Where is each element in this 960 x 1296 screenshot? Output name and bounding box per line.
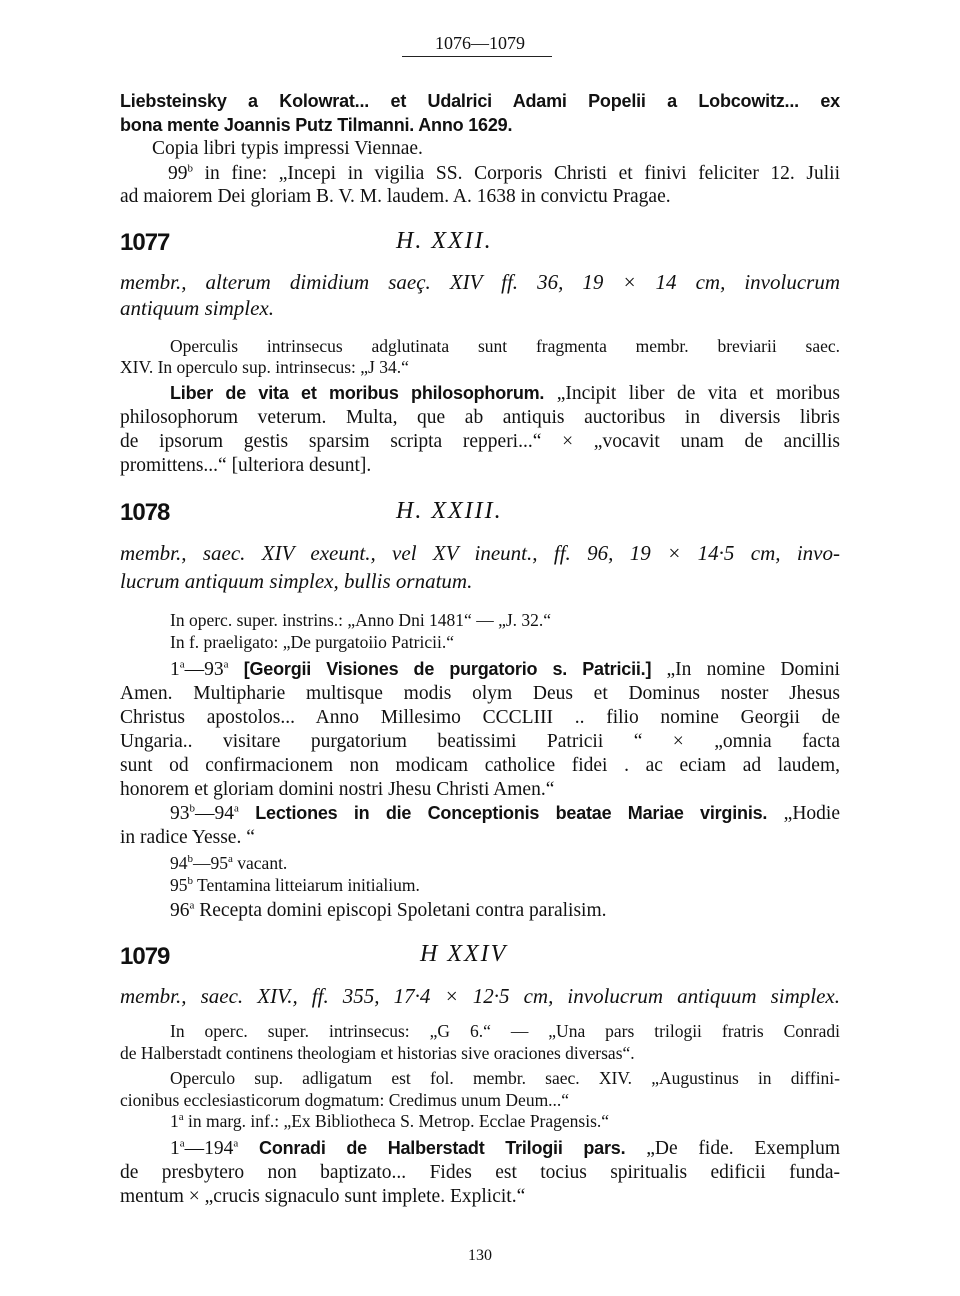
entry-1078-work-3: 94$^b$—95$^a$ vacant. [170, 853, 288, 873]
entry-1078-cover-note: In operc. super. instrins.: „Anno Dni 1481“ — „J. 32.“ [170, 610, 552, 630]
entry-1078-work-1-line-2: Amen. Multipharie multisque modis olym Deus et Dominus noster Jhesus [120, 683, 840, 704]
entry-1079-work-line-2: de presbytero non baptizato... Fides est tocius spiritualis edificii funda- [120, 1162, 840, 1183]
entry-1078-number: 1078 [120, 499, 170, 526]
entry-1079-work-title: Conradi de Halberstadt Trilogii pars. [238, 1138, 626, 1158]
entry-1077-work-line-4: promittens...“ [ulteriora desunt]. [120, 455, 372, 476]
entry-1078-work-1-title: [Georgii Visiones de purgatorio s. Patricii.] [228, 659, 652, 679]
entry-1078-shelfmark: H. XXIII. [396, 498, 503, 524]
running-head-rule [402, 56, 552, 57]
entry-1076-colophon-line-2: ad maiorem Dei gloriam B. V. M. laudem. A. 1638 in convictu Pragae. [120, 186, 671, 207]
entry-1078-work-4: 95$^b$ Tentamina litteiarum initialium. [170, 875, 420, 895]
entry-1076-title-line-2: bona mente Joannis Putz Tilmanni. Anno 1629. [120, 115, 513, 135]
entry-1077-work-line-3: de ipsorum gestis sparsim scripta repperi...“ × „vocavit unam de ancillis [120, 431, 840, 452]
entry-1078-work-1-line-1: 1$^a$—93$^a$ [Georgii Visiones de purgatorio s. Patricii.] „In nomine Domini [170, 658, 840, 680]
entry-1078-work-2-line-1: 93$^b$—94$^a$ Lectiones in die Conceptionis beatae Mariae virginis. „Hodie [170, 802, 840, 824]
catalogue-page [120, 0, 840, 1296]
entry-1077-binding-note-line-1: Operculis intrinsecus adglutinata sunt fragmenta membr. breviarii saec. [170, 336, 840, 356]
entry-1078-work-2-line-2: in radice Yesse. “ [120, 827, 255, 848]
entry-1077-work-line-2: philosophorum veterum. Multa, que ab antiquis auctoribus in diversis libris [120, 407, 840, 428]
entry-1079-description: membr., saec. XIV., ff. 355, 17·4 × 12·5 cm, involucrum antiquum simplex. [120, 984, 840, 1008]
entry-1079-leaf-note-line-2: cionibus ecclesiasticorum dogmatum: Credimus unum Deum...“ [120, 1090, 570, 1110]
entry-1078-flyleaf-note: In f. praeligato: „De purgatoiio Patricii.“ [170, 632, 454, 652]
entry-1079-work-line-3: mentum × „crucis signaculo sunt implete. Explicit.“ [120, 1186, 526, 1207]
entry-1078-work-1-line-5: sunt od confirmacionem non modicam catholice fidei . ac eciam ad laudem, [120, 755, 840, 776]
entry-1077-work-line-1: Liber de vita et moribus philosophorum. „Incipit liber de vita et moribus [170, 383, 840, 404]
entry-1079-number: 1079 [120, 943, 170, 970]
entry-1078-work-2-title: Lectiones in die Conceptionis beatae Mariae virginis. [238, 803, 768, 823]
entry-1079-provenance-note: 1$^a$ in marg. inf.: „Ex Bibliotheca S. Metrop. Ecclae Pragensis.“ [170, 1111, 610, 1131]
entry-1079-cover-note-line-2: de Halberstadt continens theologiam et historias sive oraciones diversas“. [120, 1043, 635, 1063]
entry-1078-work-1-line-3: Christus apostolos... Anno Millesimo CCCLIII .. filio nomine Georgii de [120, 707, 840, 728]
entry-1078-work-1-line-6: honorem et gloriam domini nostri Jhesu Christi Amen.“ [120, 779, 555, 800]
entry-1076-copy-note: Copia libri typis impressi Viennae. [152, 138, 423, 159]
entry-1077-binding-note-line-2: XIV. In operculo sup. intrinsecus: „J 34.“ [120, 357, 409, 377]
entry-1078-work-1-line-4: Ungaria.. visitare purgatorium beatissimi Patricii “ × „omnia facta [120, 731, 840, 752]
entry-1079-leaf-note-line-1: Operculo sup. adligatum est fol. membr. saec. XIV. „Augustinus in diffini- [170, 1068, 840, 1088]
entry-1078-description-line-2: lucrum antiquum simplex, bullis ornatum. [120, 569, 473, 593]
entry-1076-colophon-line-1: 99$^b$ in fine: „Incepi in vigilia SS. Corporis Christi et finivi feliciter 12. Julii [168, 162, 840, 184]
entry-1076-title-line-1: Liebsteinsky a Kolowrat... et Udalrici Adami Popelii a Lobcowitz... ex [120, 91, 840, 111]
entry-1077-description-line-1: membr., alterum dimidium saeç. XIV ff. 36, 19 × 14 cm, involucrum [120, 270, 840, 294]
entry-1079-cover-note-line-1: In operc. super. intrinsecus: „G 6.“ — „Una pars trilogii fratris Conradi [170, 1021, 840, 1041]
entry-1077-shelfmark: H. XXII. [396, 228, 493, 254]
entry-1077-work-title: Liber de vita et moribus philosophorum. [170, 383, 545, 403]
entry-1078-description-line-1: membr., saec. XIV exeunt., vel XV ineunt., ff. 96, 19 × 14·5 cm, invo- [120, 541, 840, 565]
entry-1079-work-line-1: 1$^a$—194$^a$ Conradi de Halberstadt Trilogii pars. „De fide. Exemplum [170, 1137, 841, 1159]
entry-1079-shelfmark: H XXIV [420, 941, 508, 967]
entry-1078-work-5: 96$^a$ Recepta domini episcopi Spoletani contra paralisim. [170, 899, 607, 921]
entry-1077-number: 1077 [120, 229, 170, 256]
page-number: 130 [468, 1247, 492, 1264]
entry-1077-description-line-2: antiquum simplex. [120, 296, 274, 320]
running-head: 1076—1079 [435, 33, 525, 53]
